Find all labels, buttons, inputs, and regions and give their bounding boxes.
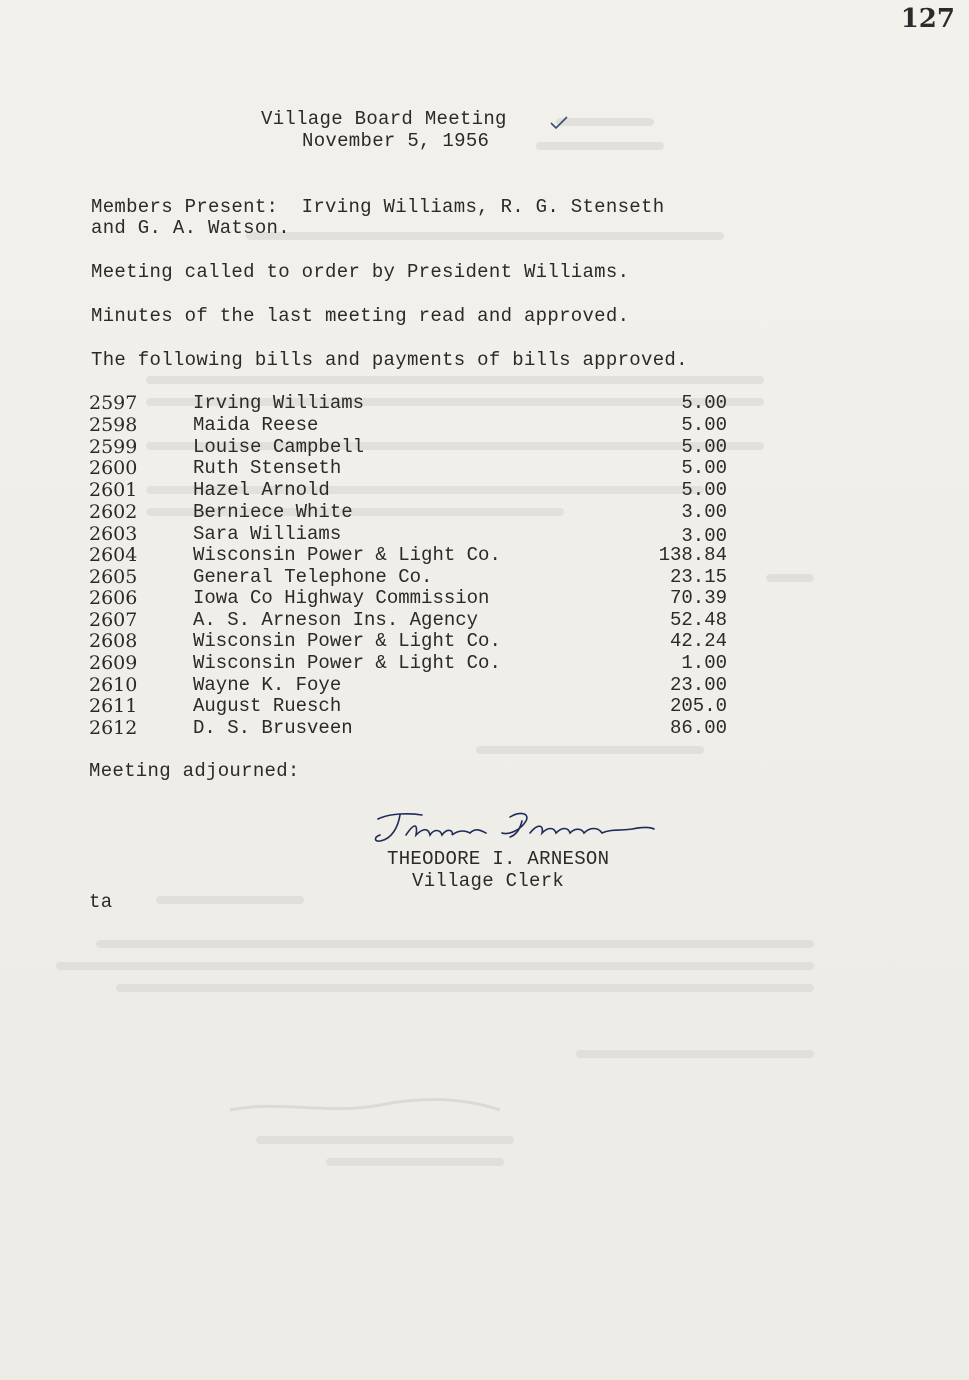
- bill-payee: D. S. Brusveen: [193, 717, 353, 739]
- meeting-title: Village Board Meeting: [261, 108, 507, 130]
- bill-payee: A. S. Arneson Ins. Agency: [193, 609, 479, 631]
- bill-number: 2609: [89, 652, 138, 674]
- minutes-approved: Minutes of the last meeting read and approved.: [91, 305, 630, 327]
- bill-amount: 23.15: [669, 566, 727, 588]
- handwritten-signature: [370, 805, 660, 853]
- bill-amount: 1.00: [681, 652, 727, 674]
- bill-number: 2597: [89, 392, 138, 414]
- bill-number: 2610: [89, 674, 138, 696]
- meeting-adjourned: Meeting adjourned:: [89, 760, 300, 782]
- bill-payee: Wisconsin Power & Light Co.: [193, 630, 501, 652]
- bill-amount: 52.48: [669, 609, 727, 631]
- bill-number: 2603: [89, 523, 138, 545]
- check-mark-icon: [549, 114, 569, 132]
- bill-payee: August Ruesch: [193, 695, 342, 717]
- bill-amount: 3.00: [681, 525, 727, 547]
- bill-number: 2599: [89, 436, 138, 458]
- bill-number: 2608: [89, 630, 138, 652]
- bill-number: 2607: [89, 609, 138, 631]
- bill-amount: 70.39: [669, 587, 727, 609]
- bill-number: 2612: [89, 717, 138, 739]
- bill-payee: Wisconsin Power & Light Co.: [193, 652, 501, 674]
- bill-amount: 5.00: [681, 479, 727, 501]
- bill-number: 2602: [89, 501, 138, 523]
- bill-amount: 5.00: [681, 436, 727, 458]
- bill-amount: 5.00: [681, 392, 727, 414]
- bill-payee: Wisconsin Power & Light Co.: [193, 544, 501, 566]
- meeting-date: November 5, 1956: [302, 130, 490, 152]
- bill-payee: Iowa Co Highway Commission: [193, 587, 490, 609]
- bill-number: 2605: [89, 566, 138, 588]
- bill-amount: 138.84: [658, 544, 727, 566]
- bill-number: 2604: [89, 544, 138, 566]
- bill-amount: 205.0: [669, 695, 727, 717]
- members-present-line-2: and G. A. Watson.: [91, 217, 290, 239]
- bill-payee: Ruth Stenseth: [193, 457, 342, 479]
- bill-amount: 42.24: [669, 630, 727, 652]
- bills-intro: The following bills and payments of bills approved.: [91, 349, 688, 371]
- bill-amount: 23.00: [669, 674, 727, 696]
- bill-amount: 5.00: [681, 414, 727, 436]
- bill-amount: 3.00: [681, 501, 727, 523]
- signatory-title: Village Clerk: [412, 870, 565, 892]
- bill-amount: 86.00: [669, 717, 727, 739]
- members-present-line-1: Members Present: Irving Williams, R. G. Stenseth: [91, 196, 665, 218]
- bill-number: 2606: [89, 587, 138, 609]
- bill-number: 2601: [89, 479, 138, 501]
- bill-payee: General Telephone Co.: [193, 566, 433, 588]
- bill-payee: Sara Williams: [193, 523, 342, 545]
- bill-number: 2611: [89, 695, 138, 717]
- bill-amount: 5.00: [681, 457, 727, 479]
- signatory-name: THEODORE I. ARNESON: [387, 848, 610, 870]
- bill-payee: Hazel Arnold: [193, 479, 330, 501]
- bill-payee: Maida Reese: [193, 414, 319, 436]
- bill-number: 2600: [89, 457, 138, 479]
- bill-payee: Wayne K. Foye: [193, 674, 342, 696]
- called-to-order: Meeting called to order by President Williams.: [91, 261, 630, 283]
- bill-number: 2598: [89, 414, 138, 436]
- bill-payee: Louise Campbell: [193, 436, 365, 458]
- bill-payee: Berniece White: [193, 501, 353, 523]
- page-number: 127: [900, 4, 955, 34]
- bill-payee: Irving Williams: [193, 392, 365, 414]
- typist-initials: ta: [89, 891, 113, 913]
